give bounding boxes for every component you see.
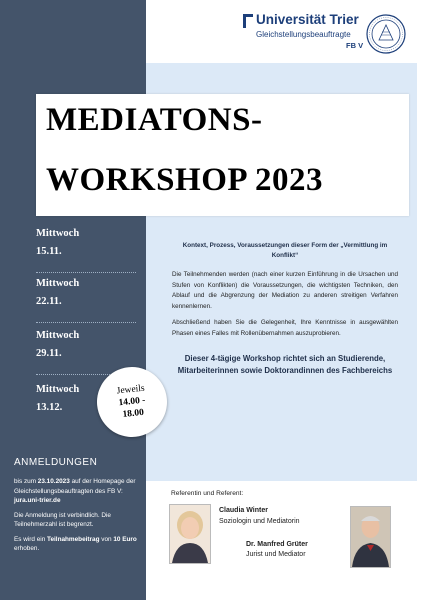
logo-office-name: Gleichstellungsbeauftragte — [256, 30, 351, 39]
text-fragment: von — [99, 535, 114, 543]
date-divider — [36, 322, 136, 323]
text-fragment: erhoben. — [14, 545, 40, 552]
description-paragraph: Die Teilnehmenden werden (nach einer kurzen Einführung in die Ursachen und Stufen von Konflikten) die Voraussetzungen, die wichtigsten Techniken, den Ablauf und die Abgrenzung der Mediation zu anderen streitigen Verfahren kennenlernen. — [172, 271, 398, 310]
date-item — [36, 330, 136, 359]
speaker-name: Claudia Winter — [219, 507, 268, 514]
date-weekday: Mittwoch — [36, 330, 80, 341]
speaker-name: Dr. Manfred Grüter — [246, 541, 308, 548]
target-audience-text: Dieser 4-tägige Workshop richtet sich an Studierende, Mitarbeiterinnen sowie Doktorandinnen des Fachbereichs — [177, 354, 393, 375]
registration-deadline-text — [14, 477, 138, 506]
speakers-label: Referentin und Referent: — [171, 490, 244, 497]
speaker-role: Soziologin und Mediatorin — [219, 518, 300, 525]
page-title-line-1: MEDIATONS- — [46, 102, 263, 138]
time-from: 14.00 - — [118, 395, 146, 409]
registration-note: Die Anmeldung ist verbindlich. Die Teilnehmerzahl ist begrenzt. — [14, 511, 111, 528]
logo-department: FB V — [346, 41, 364, 50]
workshop-subtitle: Kontext, Prozess, Voraussetzungen dieser Form der „Vermittlung im Konflikt“ — [182, 242, 388, 259]
text-fragment: auf der Homepage der Gleichstellungsbeauftragten des FB V: — [14, 478, 136, 495]
date-value: 29.11. — [36, 348, 62, 359]
date-weekday: Mittwoch — [36, 228, 80, 239]
registration-fee-text — [14, 535, 138, 554]
speaker-photo-manfred-grueter — [350, 506, 391, 568]
registration-heading: ANMELDUNGEN — [14, 457, 98, 468]
date-value: 22.11. — [36, 296, 62, 307]
date-value: 15.11. — [36, 246, 62, 257]
date-item — [36, 278, 136, 307]
university-seal-icon — [366, 14, 406, 54]
time-label: Jeweils — [116, 383, 146, 397]
fee-amount: 10 Euro — [113, 535, 137, 543]
date-weekday: Mittwoch — [36, 278, 80, 289]
speaker-photo-claudia-winter — [169, 504, 211, 564]
registration-block — [14, 457, 138, 559]
time-to: 18.00 — [122, 407, 145, 421]
date-divider — [36, 272, 136, 273]
description-paragraph: Abschließend haben Sie die Gelegenheit, Ihre Kenntnisse in ausgewählten Phasen eines Falles mit Rollenübernahmen auszuprobieren. — [172, 319, 398, 337]
text-fragment: Es wird ein — [14, 535, 48, 543]
description-block — [172, 241, 398, 377]
date-item — [36, 228, 136, 257]
page-title-line-2: WORKSHOP 2023 — [46, 162, 323, 198]
registration-deadline: 23.10.2023 — [37, 478, 70, 485]
text-fragment: bis zum — [14, 478, 38, 485]
logo-bracket-icon — [243, 14, 253, 28]
fee-label: Teilnahmebeitrag — [47, 535, 100, 543]
logo-university-name: Universität Trier — [256, 12, 359, 27]
date-value: 13.12. — [36, 402, 63, 413]
date-weekday: Mittwoch — [36, 384, 80, 395]
registration-link[interactable]: jura.uni-trier.de — [14, 497, 61, 504]
title-box — [36, 94, 409, 216]
speaker-role: Jurist und Mediator — [246, 551, 306, 558]
